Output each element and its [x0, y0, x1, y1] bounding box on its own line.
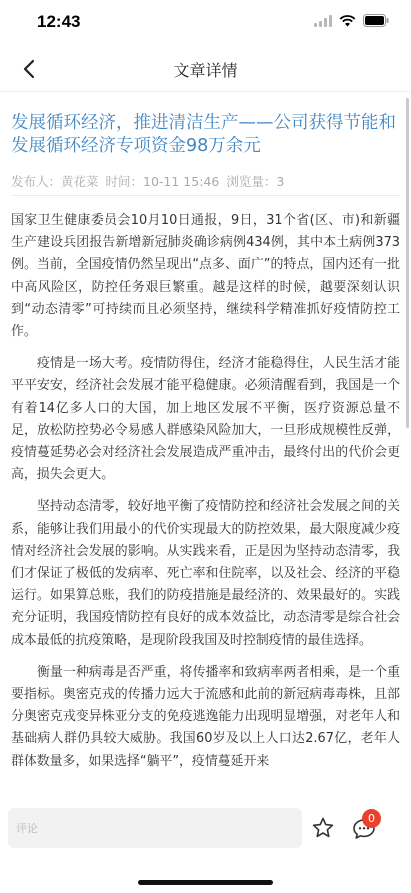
navigation-bar: [0, 48, 411, 92]
paragraph: 国家卫生健康委员会10月10日通报，9日，31个省(区、市)和新疆生产建设兵团报告新增新冠肺炎确诊病例434例，其中本土病例373例。当前，全国疫情仍然呈现出“点多、面广”的特点，国内还有一批中高风险区，防控任务艰巨繁重。越是这样的时候，越要深刻认识到“动态清零”可持续而且必须坚持，继续科学精准抓好疫情防控工作。: [11, 213, 400, 340]
favorite-star-icon[interactable]: [311, 816, 335, 840]
page-title: 文章详情: [173, 61, 238, 80]
wifi-icon: [339, 15, 356, 27]
paragraph: 坚持动态清零，较好地平衡了疫情防控和经济社会发展之间的关系，能够让我们用最小的代价实现最大的防控效果，最大限度减少疫情对经济社会发展的影响。从实践来看，正是因为坚持动态清零，我们才保证了极低的发病率、死亡率和住院率，以及社会、经济的平稳运行。如果算总账，我们的防疫措施是最经济的、效果最好的。实践充分证明，我国疫情防控有良好的成本效益比，动态清零是综合社会成本最低的抗疫策略，是现阶段我国及时控制疫情的最佳选择。: [11, 499, 400, 648]
comment-bar: [0, 802, 411, 893]
paragraph: 衡量一种病毒是否严重，将传播率和致病率两者相乘，是一个重要指标。奥密克戎的传播力远大于流感和此前的新冠病毒毒株，且部分奥密克戎变异株亚分支的免疫逃逸能力出现明显增强，对老年人和基础病人群仍具较大威胁。我国60岁及以上人口达2.67亿，老年人群体数量多，如果选择“躺平”，疫情蔓延开来: [11, 664, 400, 769]
publisher-label: 发布人：黄花菜: [11, 174, 99, 189]
view-count: 浏览量：3: [226, 174, 285, 189]
publish-time: 时间：10-11 15:46: [105, 174, 220, 189]
status-bar: [0, 0, 411, 48]
status-time: 12:43: [37, 12, 81, 31]
battery-icon: [363, 14, 389, 27]
article-meta: [11, 172, 287, 190]
cellular-signal-icon: [314, 15, 332, 27]
article-content[interactable]: [0, 92, 411, 802]
article-body: [11, 210, 400, 783]
comment-input[interactable]: [8, 808, 302, 848]
status-icons: [314, 14, 389, 27]
paragraph: 疫情是一场大考。疫情防得住，经济才能稳得住，人民生活才能平平安安，经济社会发展才能平稳健康。必须清醒看到，我国是一个有着14亿多人口的大国，加上地区发展不平衡，医疗资源总量不足，放松防控势必令易感人群感染风险加大，一旦形成规模性反弹，疫情蔓延势必会对经济社会发展造成严重冲击，最终付出的代价会更高，损失会更大。: [11, 356, 400, 483]
home-indicator: [138, 880, 273, 885]
comment-count-badge: 0: [362, 809, 381, 828]
divider: [11, 195, 400, 196]
article-title: 发展循环经济，推进清洁生产——公司获得节能和发展循环经济专项资金98万余元: [11, 113, 396, 156]
scrollbar[interactable]: [406, 98, 409, 428]
